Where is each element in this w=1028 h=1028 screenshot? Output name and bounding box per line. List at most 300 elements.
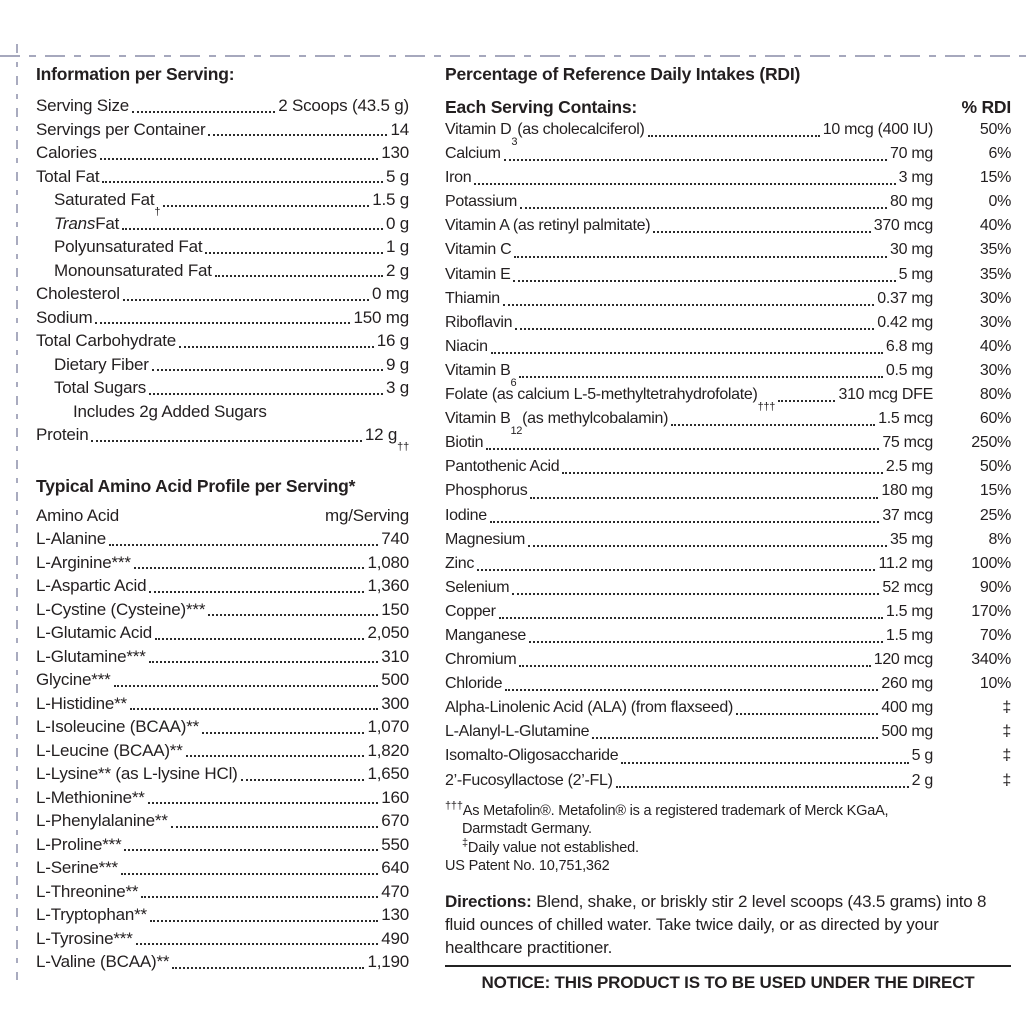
amino-row — [36, 786, 409, 810]
amino-value: 550 — [381, 834, 409, 854]
dotted-leader — [512, 593, 879, 595]
amino-value: 1,650 — [367, 764, 409, 783]
dotted-leader — [562, 472, 882, 474]
rdi-percent: 50% — [979, 458, 1011, 476]
serving-contains-header-row — [445, 94, 1011, 118]
amino-row — [36, 927, 409, 951]
rdi-percent: 170% — [971, 602, 1011, 620]
rdi-nutrient-label: Thiamin — [445, 289, 500, 307]
amino-label: L-Glutamine*** — [36, 646, 146, 666]
rdi-percent: 30% — [979, 361, 1011, 379]
information-per-serving-panel — [36, 64, 409, 974]
amino-label: L-Histidine** — [36, 693, 127, 713]
rdi-amount: 0.42 mg — [877, 313, 933, 331]
dotted-leader — [91, 440, 361, 442]
amino-label: L-Phenylalanine** — [36, 811, 168, 830]
rdi-nutrient-label: Vitamin C — [445, 241, 512, 259]
rdi-panel — [445, 64, 1011, 988]
dotted-leader — [653, 231, 870, 233]
nutrient-value: 150 mg — [353, 307, 409, 327]
rdi-percent: ‡ — [1002, 747, 1011, 765]
amino-value: 310 — [381, 646, 409, 666]
nutrient-value: 12 g — [364, 425, 398, 444]
dotted-leader — [529, 641, 883, 643]
rdi-percent: 250% — [971, 434, 1011, 452]
dotted-leader — [241, 779, 365, 781]
rdi-row — [445, 769, 1011, 793]
amino-row — [36, 903, 409, 927]
amino-label: Glycine*** — [36, 670, 111, 689]
footnote-daily-value-text: Daily value not established. — [467, 839, 639, 856]
rdi-percent: 60% — [979, 410, 1011, 428]
amino-label: L-Leucine (BCAA)** — [36, 740, 183, 760]
rdi-percent: 8% — [988, 530, 1011, 548]
rdi-amount: 260 mg — [881, 675, 933, 693]
dotted-leader — [736, 713, 878, 715]
rdi-amount: 70 mg — [890, 145, 933, 163]
rdi-header: Percentage of Reference Daily Intakes (RDI) — [445, 64, 801, 84]
dotted-leader — [648, 135, 820, 137]
amino-value: 150 — [381, 599, 409, 619]
rdi-percent: 6% — [988, 145, 1011, 163]
rdi-nutrient-label: Iron — [445, 169, 472, 187]
nutrient-value: 2 g — [385, 260, 409, 280]
rdi-percent: 15% — [979, 169, 1011, 187]
nutrient-label: Calories — [36, 143, 97, 162]
dotted-leader — [179, 346, 374, 348]
amino-row — [36, 645, 409, 669]
rdi-percent: 80% — [979, 386, 1011, 404]
rdi-amount: 120 mcg — [873, 651, 933, 669]
nutrient-row — [36, 212, 409, 236]
amino-row — [36, 715, 409, 739]
nutrient-row — [36, 141, 409, 165]
rdi-percent: 30% — [979, 289, 1011, 307]
rdi-amount: 5 mg — [898, 265, 933, 283]
amino-value: 670 — [381, 811, 409, 830]
rdi-row — [445, 335, 1011, 359]
rdi-percent: 340% — [971, 651, 1011, 669]
rdi-amount: 3 mg — [898, 169, 933, 187]
nutrient-value: 1 g — [385, 237, 409, 256]
footnote-metafolin-text: As Metafolin®. Metafolin® is a registered trademark of Merck KGaA, — [462, 802, 889, 819]
triple-dagger-symbol: ††† — [445, 799, 463, 812]
dotted-leader — [505, 689, 878, 691]
rdi-percent: 15% — [979, 482, 1011, 500]
rdi-nutrient-label-suffix: (as methylcobalamin) — [522, 410, 669, 428]
amino-row — [36, 950, 409, 974]
rdi-percent: 40% — [979, 337, 1011, 355]
rdi-percent: 25% — [979, 506, 1011, 524]
amino-label: L-Aspartic Acid — [36, 576, 147, 595]
rdi-row — [445, 576, 1011, 600]
nutrient-row — [36, 353, 409, 377]
amino-label: L-Valine (BCAA)** — [36, 952, 170, 971]
nutrient-value: 3 g — [385, 378, 409, 397]
dotted-leader — [148, 802, 379, 804]
nutrient-label: Polyunsaturated Fat — [54, 237, 203, 256]
dotted-leader — [149, 591, 364, 593]
dotted-leader — [122, 228, 383, 230]
dotted-leader — [114, 685, 379, 687]
amino-label: L-Cystine (Cysteine)*** — [36, 599, 206, 619]
dotted-leader — [149, 393, 383, 395]
dotted-leader — [155, 638, 364, 640]
dotted-leader — [134, 567, 365, 569]
rdi-row — [445, 624, 1011, 648]
amino-acid-profile-header: Typical Amino Acid Profile per Serving* — [36, 475, 356, 496]
rdi-nutrient-label: Vitamin D — [445, 121, 512, 138]
rdi-nutrient-label: Vitamin B — [445, 410, 511, 428]
amino-value: 500 — [381, 670, 409, 689]
rdi-amount: 6.8 mg — [885, 337, 933, 355]
rdi-row — [445, 214, 1011, 238]
rdi-nutrient-label: Calcium — [445, 145, 501, 163]
amino-value: 640 — [381, 858, 409, 877]
rdi-row — [445, 431, 1011, 455]
rdi-row: Vitamin D 3 (as cholecalciferol) 10 mcg (400 IU) 50% — [445, 118, 1011, 142]
directions-paragraph — [445, 890, 1011, 959]
rdi-row — [445, 311, 1011, 335]
nutrient-row — [36, 118, 409, 142]
rdi-nutrient-label: Potassium — [445, 193, 517, 211]
dotted-leader — [215, 275, 383, 277]
rdi-row — [445, 744, 1011, 768]
each-serving-contains-label: Each Serving Contains: — [445, 97, 638, 117]
dotted-leader — [121, 873, 378, 875]
dotted-leader — [778, 400, 835, 402]
nutrient-label: Saturated Fat — [54, 190, 155, 209]
rdi-row — [445, 696, 1011, 720]
nutrient-value: 1.5 g — [372, 190, 409, 209]
dotted-leader — [515, 328, 874, 330]
amino-label: L-Methionine** — [36, 787, 145, 807]
rdi-percent: 10% — [979, 675, 1011, 693]
footnote-daily-value — [445, 836, 1011, 858]
amino-column-headers — [36, 504, 409, 528]
dotted-leader — [202, 732, 364, 734]
dotted-leader — [152, 369, 383, 371]
nutrient-row — [36, 282, 409, 306]
rdi-nutrient-label: Chloride — [445, 675, 503, 693]
nutrient-value: 2 Scoops (43.5 g) — [278, 96, 409, 115]
amino-row — [36, 833, 409, 857]
rdi-amount: 1.5 mg — [885, 602, 933, 620]
dotted-leader — [205, 252, 383, 254]
rdi-row — [445, 455, 1011, 479]
rdi-amount: 10 mcg (400 IU) — [822, 121, 933, 138]
rdi-row: Vitamin B 6 0.5 mg 30% — [445, 359, 1011, 383]
rdi-nutrient-list — [445, 118, 1011, 793]
dotted-leader — [519, 376, 883, 378]
rdi-amount: 500 mg — [881, 723, 933, 741]
rdi-percent: 0% — [988, 193, 1011, 211]
nutrient-label: Includes 2g Added Sugars — [73, 401, 267, 421]
nutrient-row — [36, 400, 409, 424]
nutrient-value: 0 g — [385, 213, 409, 233]
amino-value: 300 — [381, 693, 409, 713]
rdi-row — [445, 600, 1011, 624]
nutrient-label: Total Sugars — [54, 378, 147, 397]
rdi-row — [445, 672, 1011, 696]
rdi-nutrient-label-suffix: (as cholecalciferol) — [517, 121, 645, 138]
dotted-leader — [474, 183, 895, 185]
footnote-darmstadt: Darmstadt Germany. — [462, 821, 592, 838]
rdi-row — [445, 142, 1011, 166]
info-per-serving-header: Information per Serving: — [36, 64, 235, 84]
rdi-amount: 52 mcg — [882, 578, 933, 596]
amino-value: 160 — [381, 787, 409, 807]
rdi-row — [445, 238, 1011, 262]
nutrient-label: Monounsaturated Fat — [54, 260, 212, 280]
dotted-leader — [172, 967, 364, 969]
rdi-row — [445, 720, 1011, 744]
amino-label: L-Isoleucine (BCAA)** — [36, 717, 200, 736]
nutrient-label: Servings per Container — [36, 119, 206, 139]
rdi-row — [445, 166, 1011, 190]
notice-clipped-text: NOTICE: THIS PRODUCT IS TO BE USED UNDER THE DIRECT — [481, 972, 975, 988]
rdi-percent: ‡ — [1002, 723, 1011, 741]
dotted-leader — [514, 256, 887, 258]
nutrient-label: Protein — [36, 425, 89, 444]
rdi-row — [445, 528, 1011, 552]
nutrient-row — [36, 306, 409, 330]
dotted-leader — [503, 304, 874, 306]
rdi-nutrient-label: Selenium — [445, 578, 510, 596]
directions-label: Directions: — [445, 891, 532, 911]
nutrient-row: Saturated Fat † 1.5 g — [54, 190, 409, 218]
amino-label: L-Arginine*** — [36, 552, 131, 572]
nutrient-label: Total Fat — [36, 166, 100, 186]
amino-value: 740 — [381, 529, 409, 548]
rdi-nutrient-label: Chromium — [445, 651, 517, 669]
nutrient-row — [36, 259, 409, 283]
nutrient-value: 14 — [390, 119, 409, 139]
rdi-nutrient-label: Biotin — [445, 434, 484, 452]
dotted-leader — [491, 352, 883, 354]
rdi-amount: 2.5 mg — [885, 458, 933, 476]
dotted-leader — [208, 134, 387, 136]
rdi-percent: 35% — [979, 265, 1011, 283]
dotted-leader — [130, 708, 378, 710]
dotted-leader — [208, 614, 378, 616]
amino-label: L-Proline*** — [36, 834, 122, 854]
rdi-amount: 30 mg — [890, 241, 933, 259]
dotted-leader — [616, 786, 909, 788]
rdi-row — [445, 552, 1011, 576]
amino-row — [36, 692, 409, 716]
rdi-percent: ‡ — [1002, 699, 1011, 717]
rdi-percent: 40% — [979, 217, 1011, 235]
dotted-leader — [171, 826, 378, 828]
rdi-amount: 0.37 mg — [877, 289, 933, 307]
dotted-leader — [486, 448, 879, 450]
rdi-percent: 35% — [979, 241, 1011, 259]
rdi-row — [445, 504, 1011, 528]
dotted-leader — [163, 205, 369, 207]
nutrient-label: Dietary Fiber — [54, 354, 149, 374]
dotted-leader — [513, 280, 895, 282]
nutrient-label: Fat — [95, 213, 120, 233]
dotted-leader — [490, 521, 880, 523]
directions-text: Blend, shake, or briskly stir 2 level scoops (43.5 grams) into 8 fluid ounces of chilled water. Take twice daily, or as directed by your healthcare practitioner. — [445, 891, 987, 957]
rdi-nutrient-label: 2’-Fucosyllactose (2’-FL) — [445, 771, 613, 789]
rdi-amount: 5 g — [911, 747, 933, 765]
rdi-amount: 1.5 mcg — [878, 410, 933, 428]
amino-label: L-Threonine** — [36, 881, 139, 901]
dotted-leader — [592, 737, 878, 739]
rdi-percent: 90% — [979, 578, 1011, 596]
rdi-row — [445, 190, 1011, 214]
amino-row — [36, 880, 409, 904]
rdi-amount: 400 mg — [881, 699, 933, 717]
rdi-percent: 50% — [979, 121, 1011, 138]
amino-row — [36, 809, 409, 833]
amino-row — [36, 856, 409, 880]
dotted-leader — [499, 617, 883, 619]
nutrient-row — [36, 94, 409, 118]
dotted-leader — [528, 545, 887, 547]
rdi-row — [445, 263, 1011, 287]
rdi-amount: 0.5 mg — [885, 361, 933, 379]
amino-label: L-Serine*** — [36, 858, 118, 877]
amino-row — [36, 598, 409, 622]
amino-row — [36, 551, 409, 575]
amino-label: L-Alanine — [36, 529, 107, 548]
nutrient-label-italic: Trans — [54, 213, 96, 233]
crop-mark-horizontal — [0, 55, 1028, 57]
dotted-leader — [149, 661, 379, 663]
rdi-row — [445, 479, 1011, 503]
nutrient-label: Cholesterol — [36, 284, 120, 303]
dotted-leader — [519, 665, 870, 667]
rdi-row — [445, 648, 1011, 672]
dotted-leader — [671, 424, 875, 426]
rdi-amount: 1.5 mg — [885, 626, 933, 644]
nutrient-value: 9 g — [385, 354, 409, 374]
nutrient-row — [36, 235, 409, 259]
amino-row — [36, 739, 409, 763]
notice-divider-rule — [445, 965, 1011, 967]
dotted-leader — [150, 920, 378, 922]
mg-serving-column-label: mg/Serving — [325, 505, 409, 525]
nutrient-row — [36, 329, 409, 353]
rdi-amount: 2 g — [911, 771, 933, 789]
rdi-amount: 35 mg — [890, 530, 933, 548]
nutrient-row — [36, 165, 409, 189]
rdi-percent: 30% — [979, 313, 1011, 331]
nutrient-value: 0 mg — [372, 284, 409, 303]
nutrient-label: Sodium — [36, 307, 93, 327]
dotted-leader — [124, 849, 378, 851]
amino-row — [36, 762, 409, 786]
nutrient-row — [36, 376, 409, 400]
percent-rdi-column-label: % RDI — [961, 97, 1011, 117]
dotted-leader — [100, 158, 378, 160]
dotted-leader — [102, 181, 383, 183]
dotted-leader — [621, 762, 908, 764]
rdi-nutrient-label: L-Alanyl-L-Glutamine — [445, 723, 590, 741]
rdi-nutrient-label: Alpha-Linolenic Acid (ALA) (from flaxseed) — [445, 699, 733, 717]
dotted-leader — [141, 896, 378, 898]
amino-label: L-Tryptophan** — [36, 905, 147, 924]
rdi-amount: 75 mcg — [882, 434, 933, 452]
dotted-leader — [132, 111, 275, 113]
rdi-nutrient-label: Vitamin A (as retinyl palmitate) — [445, 217, 651, 235]
nutrient-label: Serving Size — [36, 96, 130, 115]
rdi-nutrient-label: Iodine — [445, 506, 487, 524]
us-patent-line: US Patent No. 10,751,362 — [445, 858, 610, 875]
rdi-percent: 100% — [971, 554, 1011, 572]
amino-row — [36, 527, 409, 551]
amino-value: 2,050 — [367, 623, 409, 642]
dotted-leader — [186, 755, 365, 757]
rdi-nutrient-label: Riboflavin — [445, 313, 513, 331]
nutrient-value: 16 g — [376, 331, 409, 350]
amino-value: 470 — [381, 881, 409, 901]
nutrient-label: Total Carbohydrate — [36, 331, 177, 350]
rdi-amount: 180 mg — [881, 482, 933, 500]
amino-label: L-Lysine** (as L-lysine HCl) — [36, 764, 238, 783]
amino-value: 1,190 — [367, 952, 409, 971]
amino-row — [36, 668, 409, 692]
amino-acid-column-label: Amino Acid — [36, 505, 120, 525]
rdi-row: Vitamin B 12 (as methylcobalamin) 1.5 mcg 60% — [445, 407, 1011, 431]
rdi-nutrient-label: Vitamin B — [445, 361, 511, 379]
dotted-leader — [109, 544, 378, 546]
amino-row — [36, 574, 409, 598]
dotted-leader — [136, 943, 379, 945]
nutrition-facts-list — [36, 94, 409, 453]
crop-mark-vertical-left — [16, 44, 18, 980]
amino-value: 490 — [381, 928, 409, 948]
double-dagger-symbol: ‡ — [462, 836, 468, 849]
dotted-leader — [504, 159, 887, 161]
amino-label: L-Tyrosine*** — [36, 928, 133, 948]
rdi-nutrient-label: Magnesium — [445, 530, 526, 548]
amino-row — [36, 621, 409, 645]
dotted-leader — [123, 299, 369, 301]
dotted-leader — [520, 207, 887, 209]
amino-acid-list — [36, 527, 409, 974]
rdi-row — [445, 287, 1011, 311]
nutrient-value: 130 — [381, 143, 409, 162]
rdi-nutrient-label: Isomalto-Oligosaccharide — [445, 747, 619, 765]
rdi-nutrient-label: Folate (as calcium L-5-methyltetrahydrofolate) — [445, 386, 758, 404]
nutrient-row: Protein 12 g †† — [36, 425, 409, 453]
dotted-leader — [95, 322, 350, 324]
amino-label: L-Glutamic Acid — [36, 623, 153, 642]
rdi-nutrient-label: Phosphorus — [445, 482, 528, 500]
rdi-nutrient-label: Copper — [445, 602, 496, 620]
rdi-nutrient-label: Manganese — [445, 626, 526, 644]
rdi-nutrient-label: Vitamin E — [445, 265, 511, 283]
amino-value: 1,820 — [367, 740, 409, 760]
footnote-metafolin — [445, 799, 1011, 821]
amino-value: 130 — [381, 905, 409, 924]
rdi-amount: 310 mcg DFE — [838, 386, 933, 404]
rdi-nutrient-label: Zinc — [445, 554, 475, 572]
amino-value: 1,080 — [367, 552, 409, 572]
rdi-amount: 11.2 mg — [878, 554, 933, 572]
footnotes-block — [445, 799, 1011, 876]
rdi-percent: 70% — [979, 626, 1011, 644]
rdi-nutrient-label: Niacin — [445, 337, 488, 355]
dotted-leader — [530, 497, 878, 499]
amino-value: 1,070 — [367, 717, 409, 736]
amino-value: 1,360 — [367, 576, 409, 595]
rdi-percent: ‡ — [1002, 771, 1011, 789]
